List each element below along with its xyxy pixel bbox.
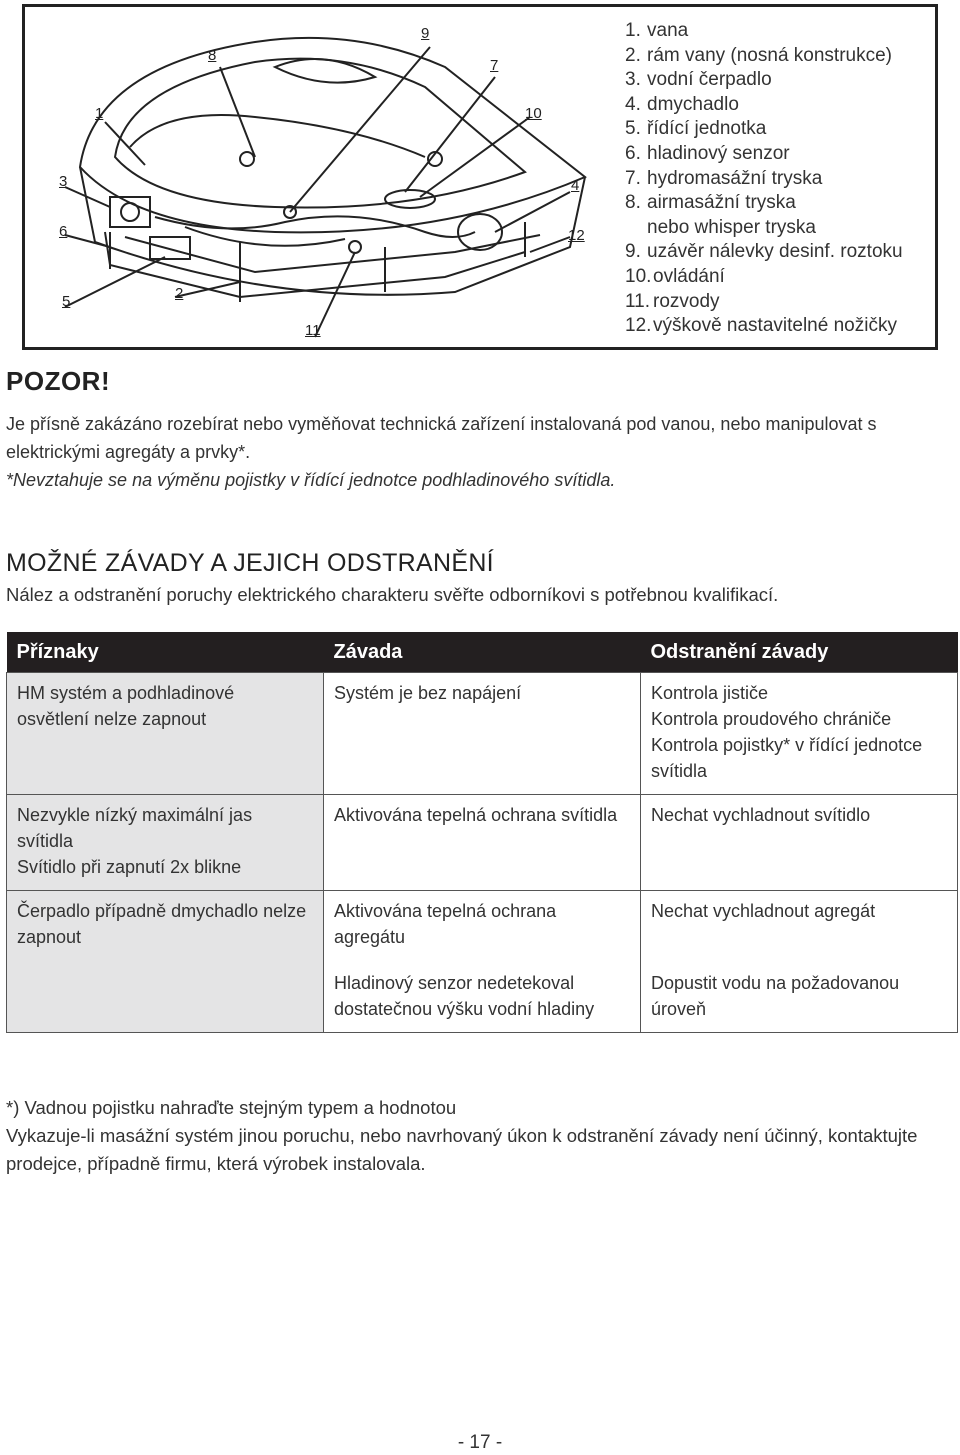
legend-item: 7. hydromasážní tryska xyxy=(625,167,823,189)
warning-text: Je přísně zakázáno rozebírat nebo vyměňovat technická zařízení instalovaná pod vanou, nebo manipulovat s elektrickými agregáty a prvky*. xyxy=(6,414,877,462)
warning-note: *Nevztahuje se na výměnu pojistky v řídící jednotce podhladinového svítidla. xyxy=(6,470,616,490)
symptom-cell: Nezvykle nízký maximální jas svítidla Svítidlo při zapnutí 2x blikne xyxy=(7,795,324,891)
legend-item: 12. výškově nastavitelné nožičky xyxy=(625,315,897,337)
symptom-cell: HM systém a podhladinové osvětlení nelze zapnout xyxy=(7,673,324,795)
callout-11: 11 xyxy=(305,322,321,339)
legend-item: 1. vana xyxy=(625,20,689,41)
table-row xyxy=(7,891,958,963)
warning-text-block xyxy=(6,410,956,494)
fix-cell: Nechat vychladnout agregát xyxy=(641,891,958,963)
page-number: - 17 - xyxy=(457,1432,503,1453)
cause-cell: Aktivována tepelná ochrana agregátu xyxy=(324,891,641,963)
bathtub-figure xyxy=(22,4,938,350)
table-header-row xyxy=(7,632,958,673)
legend-item: 8. airmasážní tryska xyxy=(625,192,796,214)
footnote xyxy=(6,1094,958,1178)
table-row xyxy=(7,795,958,891)
legend-item: 9. uzávěr nálevky desinf. roztoku xyxy=(625,241,903,263)
section-subtitle: Nález a odstranění poruchy elektrického charakteru svěřte odborníkovi s potřebnou kvalifikací. xyxy=(6,584,779,605)
fix-cell: Dopustit vodu na požadovanou úroveň xyxy=(641,963,958,1033)
header-fault: Závada xyxy=(324,632,641,673)
callout-6: 6 xyxy=(59,223,68,240)
footnote-line-2: Vykazuje-li masážní systém jinou poruchu, nebo navrhovaný úkon k odstranění závady není účinný, kontaktujte prodejce, případně firmu, která výrobek instalovala. xyxy=(6,1125,918,1174)
legend-item-continuation: nebo whisper tryska xyxy=(647,216,816,238)
header-fix: Odstranění závady xyxy=(641,632,958,673)
callout-5: 5 xyxy=(62,293,71,310)
callout-4: 4 xyxy=(571,177,580,194)
legend-item: 6. hladinový senzor xyxy=(625,142,790,164)
parts-legend xyxy=(625,19,945,339)
legend-item: 4. dmychadlo xyxy=(625,93,739,115)
fix-cell: Nechat vychladnout svítidlo xyxy=(641,795,958,891)
legend-item: 10. ovládání xyxy=(625,265,725,287)
callout-7: 7 xyxy=(490,57,499,74)
warning-title: POZOR! xyxy=(6,366,111,396)
table-row xyxy=(7,673,958,795)
callout-12: 12 xyxy=(568,227,585,244)
callout-9: 9 xyxy=(421,25,430,42)
cause-cell: Aktivována tepelná ochrana svítidla xyxy=(324,795,641,891)
fault-table xyxy=(6,632,958,1033)
fix-cell: Kontrola jističe Kontrola proudového chrániče Kontrola pojistky* v řídící jednotce svítidla xyxy=(641,673,958,795)
legend-item: 5. řídící jednotka xyxy=(625,118,767,140)
footnote-line-1: *) Vadnou pojistku nahraďte stejným typem a hodnotou xyxy=(6,1097,457,1118)
header-symptoms: Příznaky xyxy=(7,632,324,673)
callout-1: 1 xyxy=(95,105,104,122)
cause-cell: Hladinový senzor nedetekoval dostatečnou výšku vodní hladiny xyxy=(324,963,641,1033)
callout-2: 2 xyxy=(175,285,184,302)
callout-8: 8 xyxy=(208,47,217,64)
callout-3: 3 xyxy=(59,173,68,190)
callout-10: 10 xyxy=(525,105,542,122)
legend-item: 11. rozvody xyxy=(625,290,720,312)
cause-cell: Systém je bez napájení xyxy=(324,673,641,795)
legend-item: 3. vodní čerpadlo xyxy=(625,69,772,91)
symptom-cell: Čerpadlo případně dmychadlo nelze zapnout xyxy=(7,891,324,1033)
section-title: MOŽNÉ ZÁVADY A JEJICH ODSTRANĚNÍ xyxy=(6,549,494,577)
legend-item: 2. rám vany (nosná konstrukce) xyxy=(625,44,892,66)
